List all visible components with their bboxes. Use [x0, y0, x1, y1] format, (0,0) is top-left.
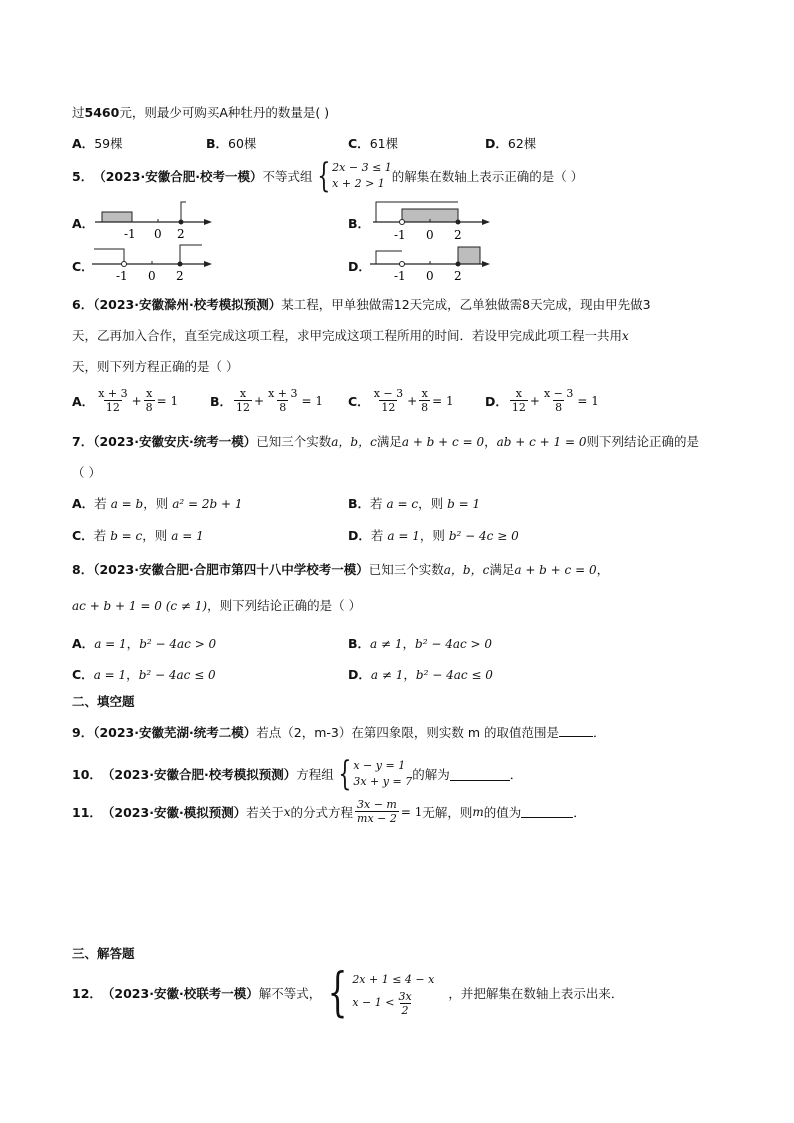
q4-continuation: 过5460元，则最少可购买A种牡丹的数量是( ) — [72, 105, 330, 120]
q12: 12． （2023·安徽·校联考一模） 解不等式， { 2x + 1 ≤ 4 − x x − 1 < $\frac{3x}{2}$ ，并把解集在数轴上表示出来． — [72, 963, 624, 1023]
q6-line1: 6．（2023·安徽滁州·校考模拟预测）某工程，甲单独做需12天完成，乙单独做需8天完成，现由甲先做3 — [72, 297, 651, 312]
q7-option-a: A．若 a = b，则 a² = 2b + 1 — [72, 496, 243, 511]
q5-system: { 2x − 3 ≤ 1 x + 2 > 1 — [316, 156, 392, 196]
section-answer-title: 三、解答题 — [72, 946, 135, 961]
q5-option-b-label: B． — [348, 216, 371, 231]
q5-option-b-numberline — [368, 195, 498, 245]
q6-line3: 天，则下列方程正确的是（ ） — [72, 359, 239, 374]
q10-system: { x − y = 1 3x + y = 7 — [338, 754, 413, 794]
tick-label: -1 — [124, 227, 136, 241]
tick-label: 0 — [426, 228, 434, 242]
q6-option-d: D． $\frac{x}{12}$ + $\frac{x - 3}{8}$ = 1 — [485, 387, 599, 414]
q8-option-b: B．a ≠ 1，b² − 4ac > 0 — [348, 636, 493, 651]
tick-label: -1 — [394, 269, 406, 282]
q5-option-c-label: C． — [72, 259, 94, 274]
q5-stem: 5． （2023·安徽合肥·校考一模） 不等式组 { 2x − 3 ≤ 1 x + 2 > 1 的解集在数轴上表示正确的是（ ） — [72, 156, 584, 196]
q9: 9．（2023·安徽芜湖·统考二模）若点（2，m-3）在第四象限，则实数 m 的取值范围是 ． — [72, 725, 606, 740]
q6-line2: 天，乙再加入合作，直至完成这项工程，求甲完成这项工程所用的时间．若设甲完成此项工程一共用x — [72, 328, 629, 343]
q5-option-d-numberline — [368, 242, 498, 282]
tick-label: 0 — [426, 269, 434, 282]
tick-label: 2 — [176, 269, 184, 282]
q4-option-b: B．60棵 — [206, 136, 257, 151]
q7-option-b: B．若 a = c，则 b = 1 — [348, 496, 481, 511]
q11: 11． （2023·安徽·模拟预测） 若关于 x 的分式方程 $\frac{3x - m}{mx - 2}$ = 1 无解，则 m 的值为 ． — [72, 798, 586, 825]
tick-label: 0 — [148, 269, 156, 282]
q8-option-a: A．a = 1，b² − 4ac > 0 — [72, 636, 217, 651]
tick-label: 2 — [177, 227, 185, 241]
q10: 10． （2023·安徽合肥·校考模拟预测） 方程组 { x − y = 1 3x + y = 7 的解为 ． — [72, 754, 523, 794]
tick-label: -1 — [394, 228, 406, 242]
tick-label: 2 — [454, 228, 462, 242]
q12-system: { 2x + 1 ≤ 4 − x x − 1 < $\frac{3x}{2}$ — [327, 963, 435, 1023]
q7-paren: （ ） — [72, 465, 101, 480]
q5-option-d-label: D． — [348, 259, 371, 274]
q5-option-a-numberline — [90, 200, 220, 245]
answer-blank[interactable] — [450, 768, 510, 781]
answer-blank[interactable] — [521, 805, 573, 818]
q7-option-c: C．若 b = c，则 a = 1 — [72, 528, 204, 543]
q4-option-c: C．61棵 — [348, 136, 399, 151]
q8-option-c: C．a = 1，b² − 4ac ≤ 0 — [72, 667, 216, 682]
q8-stem-2: ac + b + 1 = 0 (c ≠ 1)，则下列结论正确的是（ ） — [72, 598, 362, 613]
q7-option-d: D．若 a = 1，则 b² − 4c ≥ 0 — [348, 528, 519, 543]
q4-option-d: D．62棵 — [485, 136, 537, 151]
q8-stem: 8．（2023·安徽合肥·合肥市第四十八中学校考一模）已知三个实数a，b，c满足a + b + c = 0， — [72, 562, 610, 577]
q6-option-a: A． $\frac{x + 3}{12}$ + $\frac{x}{8}$ = 1 — [72, 387, 179, 414]
section-fill-in-title: 二、填空题 — [72, 694, 135, 709]
q6-option-b: B． $\frac{x}{12}$ + $\frac{x + 3}{8}$ = 1 — [210, 387, 324, 414]
answer-blank[interactable] — [559, 724, 593, 737]
q5-option-a-label: A． — [72, 216, 95, 231]
q7-stem: 7．（2023·安徽安庆·统考一模）已知三个实数a，b，c满足a + b + c = 0，ab + c + 1 = 0则下列结论正确的是 — [72, 434, 700, 449]
q5-option-c-numberline — [90, 242, 220, 282]
tick-label: -1 — [116, 269, 128, 282]
tick-label: 2 — [454, 269, 462, 282]
q4-option-a: A．59棵 — [72, 136, 123, 151]
q8-option-d: D．a ≠ 1，b² − 4ac ≤ 0 — [348, 667, 493, 682]
q6-option-c: C． $\frac{x - 3}{12}$ + $\frac{x}{8}$ = 1 — [348, 387, 454, 414]
tick-label: 0 — [154, 227, 162, 241]
